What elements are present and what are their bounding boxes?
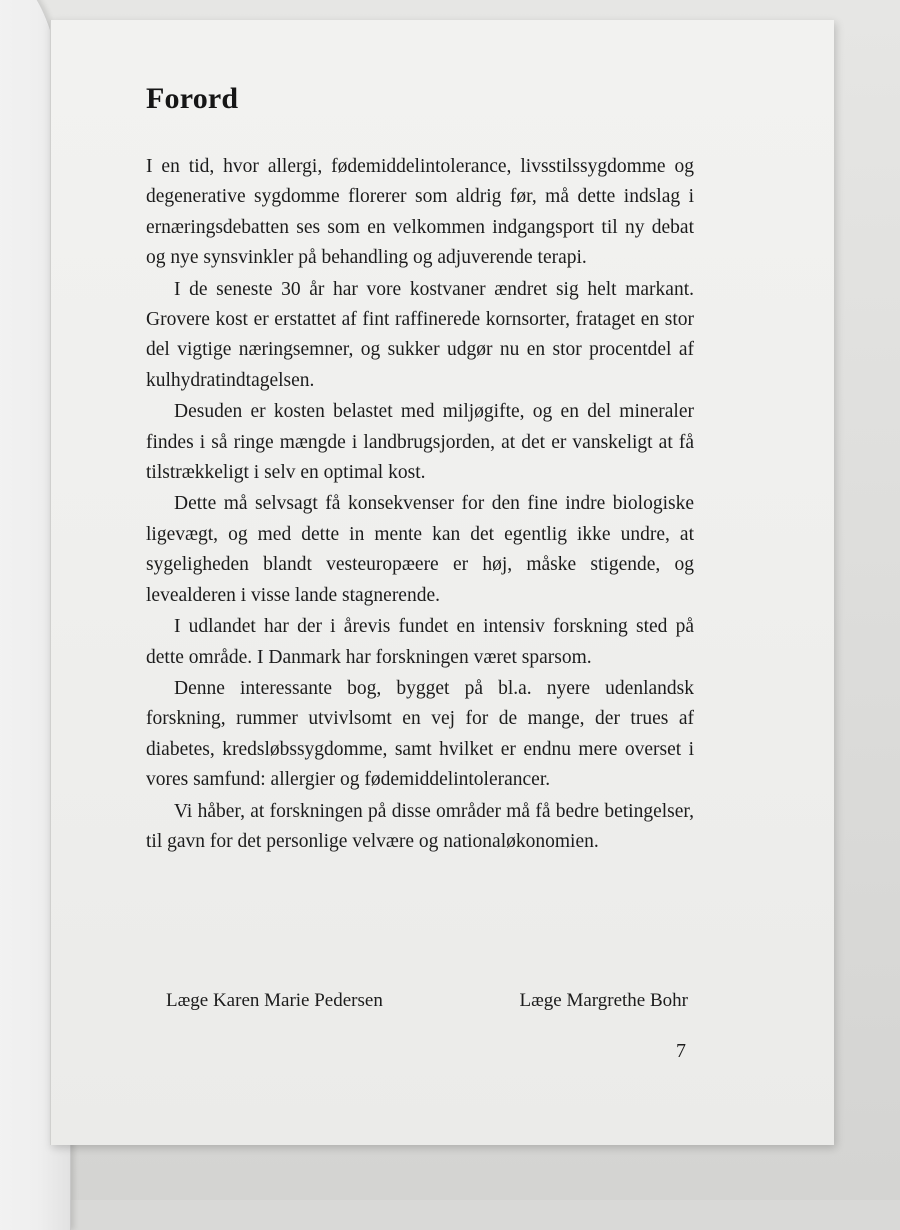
paragraph-5: I udlandet har der i årevis fundet en intensiv forskning sted på dette område. I Danmark har forskningen været sparsom. — [146, 616, 694, 668]
paragraph-1: I en tid, hvor allergi, fødemiddelintolerance, livsstilssygdomme og degenerative sygdomme florerer som aldrig før, må dette indslag i ernæringsdebatten ses som en velkommen indgangsport til ny debat og nye synsvinkler på behandling og adjuverende terapi. — [146, 156, 694, 269]
paragraph-2: I de seneste 30 år har vore kostvaner ændret sig helt markant. Grovere kost er erstattet af fint raffinerede kornsorter, frataget en stor del vigtige næringsemner, og sukker udgør nu en stor procentdel af kulhydratindtagelsen. — [146, 278, 694, 391]
paragraph-3: Desuden er kosten belastet med miljøgifte, og en del mineraler findes i så ringe mængde i landbrugsjorden, at det er vanskeligt at få tilstrækkeligt i selv en optimal kost. — [146, 401, 694, 484]
paragraph-7: Vi håber, at forskningen på disse områder må få bedre betingelser, til gavn for det personlige velvære og nationaløkonomien. — [146, 800, 694, 852]
signature-right: Læge Margrethe Bohr — [519, 990, 688, 1011]
page-heading: Forord — [146, 82, 239, 115]
paragraph-4: Dette må selvsagt få konsekvenser for den fine indre biologiske ligevægt, og med dette in mente kan det egentlig ikke undre, at sygeligheden blandt vesteuropæere er høj, måske stigende, og levealderen i visse lande stagnerende. — [146, 493, 694, 606]
paragraph-6: Denne interessante bog, bygget på bl.a. nyere udenlandsk forskning, rummer utvivlsomt en vej for de mange, der trues af diabetes, kredsløbssygdomme, samt hvilket er endnu mere overset i vores samfund: allergier og fødemiddelintolerancer. — [146, 677, 694, 791]
signature-left: Læge Karen Marie Pedersen — [166, 990, 383, 1011]
signatures — [166, 990, 688, 1012]
page-number: 7 — [676, 1040, 686, 1062]
body-text — [146, 152, 694, 858]
